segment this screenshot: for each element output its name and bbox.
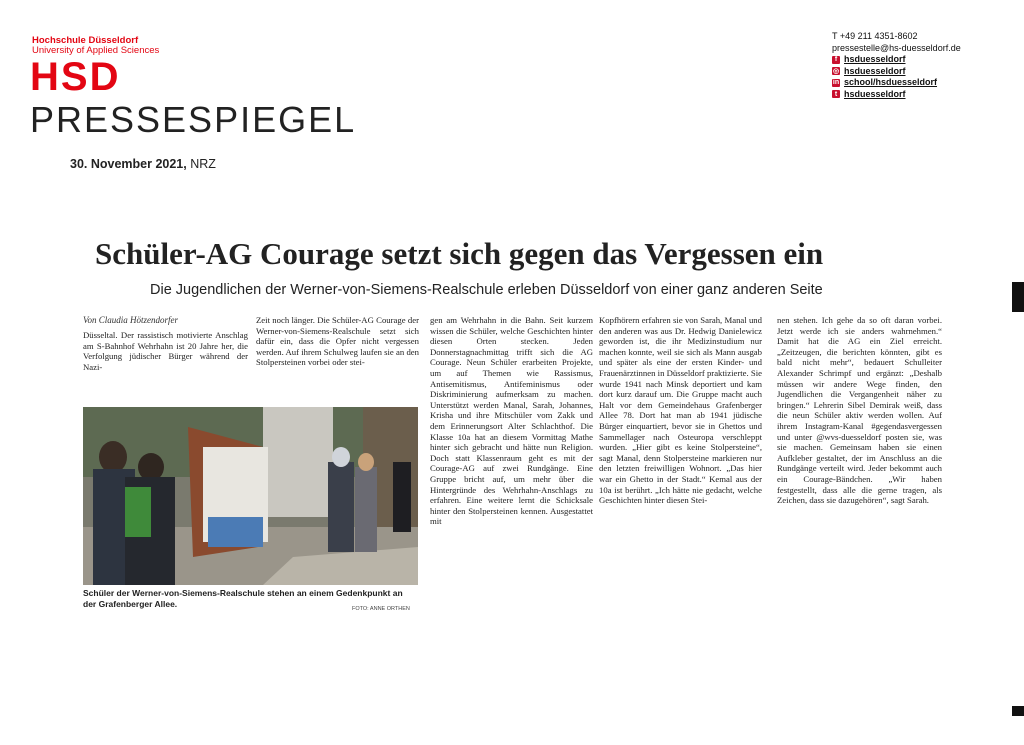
photo-illustration	[83, 407, 418, 585]
column-text: nen stehen. Ich gehe da so oft daran vorbei. Jetzt werde ich sie anders wahrnehmen.“ Damit hat die AG ein Ziel erreicht. „Zeitzeugen, die berichten könnten, gibt es bald nicht mehr“, bedauert Schulleiter Alexander Schrimpf und ergänzt: „Deshalb müssen wir andere Wege finden, den Jugendlichen die Vergangenheit näher zu bringen.“ Lehrerin Sibel Demirak weiß, dass die neun Schüler aktiv werden wollen. Auf ihrem Instagram-Kanal #gegendasvergessen und unter @wvs-duesseldorf posten sie, was sie machen. Gemeinsam haben sie einen Aufkleber gestaltet, der im Anschluss an die Rundgänge verteilt wird. Jeder bekommt auch ein Courage-Bändchen. „Wir haben festgestellt, dass alle die gerne tragen, als Zeichen, dass sie dazugehören“, sagt Sarah.	[777, 315, 942, 506]
article-column-4	[599, 315, 762, 506]
column-text: Kopfhörern erfahren sie von Sarah, Manal und den anderen was aus Dr. Hedwig Danielewicz geworden ist, die ihr Medizinstudium nur machen konnte, weil sie sich als Mann ausgab und später als eine der ersten Kinder- und Frauenärztinnen in Düsseldorf praktizierte. Sie wurde 1941 nach Minsk deportiert und kam dort kurz darauf um. Die Gruppe macht auch Halt vor dem Gemeindehaus Grafenberger Allee 78. Dort hat man ab 1941 jüdische Bürger einquartiert, bevor sie in Ghettos und Sammellager nach Osteuropa verschleppt wurden. „Hier gibt es keine Stolpersteine“, sagt Manal, denn Stolpersteine markieren nur den letzten freiwilligen Wohnort. „Das hier war ein Ghetto in der Stadt.“ Kemal aus der 10a ist berührt. „Ich hätte nie gedacht, welche Geschichten hinter diesen Stei-	[599, 315, 762, 506]
hsd-logo: HSD	[30, 55, 121, 99]
article-headline: Schüler-AG Courage setzt sich gegen das Vergessen ein	[95, 236, 824, 271]
contact-block	[832, 31, 961, 100]
article-column-3	[430, 315, 593, 527]
social-label[interactable]: hsduesseldorf	[844, 88, 906, 99]
linkedin-icon: in	[832, 79, 840, 86]
twitter-icon: t	[832, 90, 840, 98]
article-column-2	[256, 315, 419, 368]
social-linkedin[interactable]	[832, 77, 961, 89]
facebook-icon: f	[832, 56, 840, 64]
article-subline: Die Jugendlichen der Werner-von-Siemens-Realschule erleben Düsseldorf von einer ganz anderen Seite	[150, 282, 823, 298]
article-column-5	[777, 315, 942, 506]
institution-name-en: University of Applied Sciences	[32, 45, 160, 56]
social-label[interactable]: school/hsduesseldorf	[844, 77, 938, 87]
photo-credit: FOTO: ANNE ORTHEN	[352, 606, 410, 612]
contact-phone: T +49 211 4351-8602	[832, 31, 918, 41]
photo-caption: Schüler der Werner-von-Siemens-Realschule stehen an einem Gedenkpunkt an der Grafenberger Allee.	[83, 588, 403, 609]
institution-name: Hochschule Düsseldorf	[32, 35, 139, 46]
social-label[interactable]: hsduesseldorf	[844, 54, 906, 64]
social-facebook[interactable]	[832, 54, 961, 66]
social-twitter[interactable]	[832, 89, 961, 101]
article-photo	[83, 407, 418, 585]
page-title: PRESSESPIEGEL	[30, 99, 357, 140]
article-byline: Von Claudia Hötzendorfer	[83, 315, 179, 325]
contact-email[interactable]: pressestelle@hs-duesseldorf.de	[832, 42, 961, 53]
scan-edge-mark	[1012, 706, 1024, 716]
article-column-1	[83, 330, 248, 372]
column-text: gen am Wehrhahn in die Bahn. Seit kurzem wissen die Schüler, welche Geschichten hinter diesen Orten stecken. Jeden Donnerstagnachmittag trifft sich die AG Courage. Neun Schüler erarbeiten Projekte, um auf Themen wie Rassismus, Antisemitismus, Antifeminismus oder Diskriminierung aufmerksam zu machen. Unterstützt werden Manal, Sarah, Johannes, Krisha und ihre Mitschüler vom Zakk und dem Erinnerungsort Alter Schlachthof. Die Klasse 10a hat an diesem Vormittag Mathe hinter sich gebracht und hätte nun Religion. Doch statt Klassenraum geht es mit der Courage-AG auf zwei Rundgänge. Eine Gruppe bricht auf, um mehr über die Hintergründe des Wehrhahn-Anschlags zu erfahren. Eine weitere lernt die Schicksale hinter den Stolpersteinen kennen. Ausgestattet mit	[430, 315, 593, 527]
social-label[interactable]: hsduesseldorf	[844, 65, 906, 76]
instagram-icon: ◎	[832, 67, 840, 75]
scan-edge-mark	[1012, 282, 1024, 312]
publication-date: 30. November 2021,	[70, 157, 187, 171]
column-text: Düsseltal. Der rassistisch motivierte Anschlag am S-Bahnhof Wehrhahn ist 20 Jahre her, die Verfolgung jüdischer Bürger während der Nazi-	[83, 330, 248, 372]
date-line	[70, 157, 216, 171]
publication-source: NRZ	[190, 157, 216, 171]
column-text: Zeit noch länger. Die Schüler-AG Courage der Werner-von-Siemens-Realschule setzt sich dafür ein, dass die Opfer nicht vergessen werden. Auf ihrem Schulweg laufen sie an den Stolpersteinen vorbei oder stei-	[256, 315, 419, 368]
social-instagram[interactable]	[832, 66, 961, 78]
